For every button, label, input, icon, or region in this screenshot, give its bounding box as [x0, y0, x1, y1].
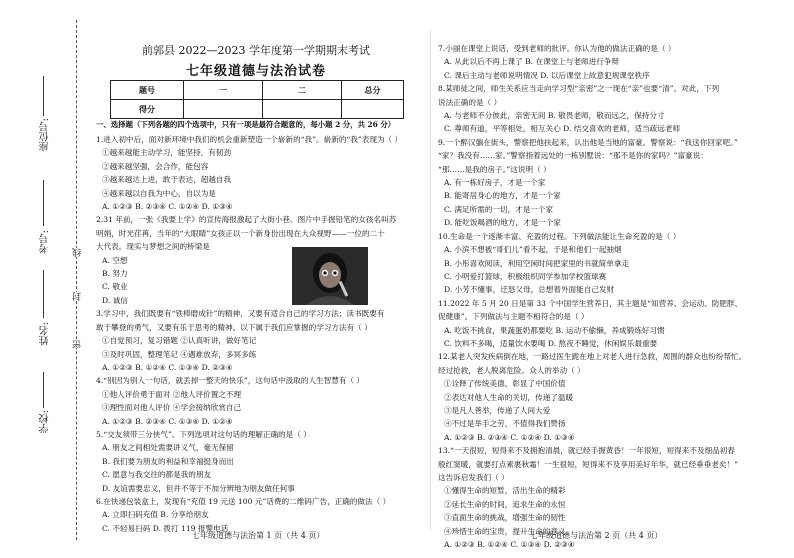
question-line: B. 能寄居身心的地方，才是一个家	[444, 191, 561, 201]
question-line: B. 小彤喜欢阅读，利用空闲时间把家里的书就简单拿走	[444, 258, 630, 268]
question-line: A. 小滨不想被“哥们儿”看不起，于是和他们一起抽烟	[444, 245, 622, 255]
question-line: D. 小芳不懂事，迁怒父母，总想着外面能自己发财	[444, 285, 615, 295]
seal-char-1: 密	[73, 340, 83, 349]
question-line: 这告诉启发我们（ ）	[438, 473, 509, 482]
question-line: 说法正确的是（ ）	[438, 97, 502, 107]
question-line: C. 满足所需的一切，才是一个家	[444, 204, 554, 214]
score-cell[interactable]	[184, 100, 263, 119]
question-line: 10.生命是一个逐渐丰富、充盈的过程。下列做法能让生命充盈的是（ ）	[438, 231, 681, 241]
question-line: 6.在快递包装盒上，发现有“充值 19 元送 100 元”话费的二维码广告，正确的做法（ ）	[96, 496, 391, 506]
question-line: 大代表。现实与梦想之间的桥梁是	[96, 242, 210, 252]
question-line: D. 能吃饭喝酒的地方，才是一个家	[444, 218, 561, 228]
question-line: ②表达对他人生命的关切，传递了温暖	[444, 392, 574, 402]
question-line: “家？我没有……家。”警察指着远处的一栋别墅说：“那不是你的家吗？”富豪说：	[438, 151, 708, 161]
school-blank	[43, 372, 44, 408]
question-line: A. ①②③ B. ①②④ C. ①③④ D. ②③④	[444, 540, 575, 550]
question-line: 促健康”。下列做法与主题不相符合的是（ ）	[438, 312, 589, 322]
question-line: ①他人评价勇于面对 ②他人评价置之不理	[102, 389, 242, 399]
seat-no-label: 座位号:	[40, 118, 51, 152]
score-cell[interactable]	[263, 100, 342, 119]
question-line: B. 努力	[102, 269, 128, 279]
question-line: B. 我们要为朋友的利益和幸福挺身而出	[102, 456, 234, 466]
question-line: ④珍惜生命的宝贵，提升生命的意义	[444, 526, 566, 536]
left-questions	[96, 133, 420, 535]
question-line: D. 友谊需要忠义，但并不等于不加分辨地为朋友做任何事	[102, 483, 295, 493]
question-line: 经过抢救，老人脱离危险。众人的举动（ ）	[438, 365, 585, 375]
score-header-cell: 一	[184, 81, 263, 100]
right-questions	[438, 42, 788, 551]
question-line: ①诠释了传统美德，彰显了中国价值	[444, 379, 566, 389]
question-line: A. ①②③ B. ②③④ C. ①③④ D. ①②④	[102, 416, 233, 426]
left-page	[92, 0, 420, 558]
question-line: 敢于攀登的勇气，又要有乐于思考的精神。以下属于我们应掌握的学习方法有（ ）	[96, 322, 372, 332]
exam-no-blank	[43, 180, 44, 226]
question-line: 8.某师徒之间，师生关系应当走向学习型“亲密”之一现在“亲”也要“清”。对此，下列	[438, 84, 720, 94]
question-line: C. 课后主动与老师说明情况 D. 以后课堂上故意犯规课堂秩序	[444, 70, 650, 80]
question-line: C. 尊师有道，平等相处，相互关心 D. 结交喜欢的老师，适当疏远老师	[444, 124, 681, 134]
seal-char-3: 线	[73, 248, 83, 257]
question-line: 2.31 年前，一张《我要上学》的宣传海报激起了大街小巷。图片中手握铅笔的女孩名叫苏	[96, 215, 397, 225]
page-footer-left: 七年级道德与法治第 1 页（共 4 页）	[192, 531, 325, 540]
section-one-heading: 一、选择题（下列各题的四个选项中，只有一项是最符合题意的，每小题 2 分，共 26 分）	[96, 120, 396, 129]
score-header-cell: 总分	[342, 81, 404, 100]
right-page	[438, 0, 790, 558]
score-table	[110, 80, 404, 119]
question-line: ④越来越以自我为中心，自以为是	[102, 188, 216, 198]
question-line: A. ①②③ B. ②③④ C. ①②④ D. ①③④	[102, 202, 233, 212]
question-line: A. 吃饭不挑食，果蔬蛋奶都要吃 B. 运动不偷懒，养成锻炼好习惯	[444, 325, 665, 335]
score-header-cell: 题号	[111, 81, 184, 100]
question-line: D. 诚信	[102, 295, 128, 305]
exam-title: 前郭县 2022—2023 学年度第一学期期末考试	[142, 44, 370, 57]
question-line: 1.进入初中后，面对新环境中我们的机会重新塑造一个崭新的“我”。崭新的“我”表现为（ ）	[96, 135, 403, 144]
name-blank	[43, 270, 44, 318]
score-row-label: 得分	[111, 100, 184, 119]
question-line: C. 小明爱打篮球，积极组织同学参加学校篮球赛	[444, 271, 607, 281]
question-line: C. 不轻易扫码 D. 拨打 119 报警电话	[102, 523, 229, 533]
question-line: 明娟，时光荏苒，当年的“大眼睛”女孩正以一个新身份出现在大众视野——一位的二十	[96, 228, 385, 238]
question-line: ①越来越能主动学习，能坚持，有韧劲	[102, 148, 232, 158]
question-line: 4.“别因为别人一句话，就丢掉一整天的快乐”，这句话中汲取的人生智慧有（ ）	[96, 376, 365, 386]
question-line: A. 与老师不分彼此，亲密无间 B. 敬畏老师，敬而远之，保持分寸	[444, 111, 665, 121]
score-cell[interactable]	[342, 100, 404, 119]
question-line: ③越来越达上进，敢于表达，超越自我	[102, 175, 232, 185]
score-header-cell: 二	[263, 81, 342, 100]
question-line: A. ①②③ B. ②③④ C. ①②④ D. ①③④	[444, 432, 575, 442]
question-line: 5.“交友须带三分侠气”。下列选项对这句话的理解正确的是（ ）	[96, 429, 311, 439]
question-line: 13.“一天很短，短得来不及拥抱清晨，就已经手握黄昏！一年很短，短得来不及细品初春	[438, 446, 735, 456]
name-label: 姓名:	[40, 322, 51, 346]
poster-photo	[292, 247, 368, 305]
question-line: ①懂得生命的短暂，活出生命的精彩	[444, 486, 566, 496]
question-line: 殷红窦暖，就要打点素裹秋霜！一生很短，短得来不及享用美好年华，就已经垂垂老矣！”	[438, 459, 739, 469]
question-line: 3.学习中，我们既要有“铁棒磨成针”的精神，又要有适合自己的学习方法；读书既要有	[96, 309, 385, 319]
question-line: 9.一个醉汉躺在街头，警察把他扶起来，认出他是当地的富豪。警察说：“我送你回家吧。”	[438, 137, 738, 147]
question-line: C. 愿意与我交往的都是我的朋友	[102, 470, 212, 480]
score-table-header-row	[111, 81, 404, 100]
question-line: A. 有一栋好房子，才是一个家	[444, 178, 546, 188]
question-line: A. ①②③ B. ①②④ C. ①③④ D. ②③④	[102, 362, 233, 372]
seal-char-2: 封	[73, 292, 83, 301]
question-line: ③是凡人善举，传递了人间大爱	[444, 405, 551, 415]
question-line: A. 立即扫码充值 B. 分享给朋友	[102, 510, 209, 520]
question-line: A. 从此以后不再上课了 B. 在课堂上与老师进行争辩	[444, 57, 620, 67]
question-line: ③及时巩固，整理笔记 ④遇难放弃，多冥多练	[102, 349, 257, 359]
seal-line	[76, 20, 77, 540]
page-divider	[430, 30, 431, 530]
page-footer-right: 七年级道德与法治第 2 页（共 4 页）	[530, 531, 663, 540]
girl-portrait-icon	[292, 247, 368, 305]
question-line: ②越来越坚强，会合作，能包容	[102, 161, 209, 171]
question-line: C. 饮料不多喝，适量饮水要喝 D. 熬夜不睡觉，休闲娱乐最重要	[444, 338, 658, 348]
exam-subtitle: 七年级道德与法治试卷	[185, 64, 326, 79]
seat-no-blank	[43, 76, 44, 116]
school-label: 学校:	[40, 410, 51, 434]
question-line: ③理性面对他人评价 ④学会接纳欣赏自己	[102, 403, 242, 413]
question-line: ②延长生命的时间，追求生命的永恒	[444, 499, 566, 509]
question-line: A. 朋友之间相处需要讲义气，毫无保留	[102, 443, 234, 453]
question-line: A. 空想	[102, 255, 128, 265]
question-line: C. 敬业	[102, 282, 128, 292]
question-line: 12.某老人突发疾病倒在地，一路过医生跪在地上对老人进行急救，周围的群众也纷纷帮忙。	[438, 352, 747, 362]
question-line: ④不过是举手之劳，不值得我们赞扬	[444, 419, 566, 429]
exam-no-label: 考号:	[40, 230, 51, 254]
binding-margin	[0, 0, 86, 558]
question-line: 11.2022 年 5 月 20 日是第 33 个中国学生营养日，其主题是“知营养、会运动、防肥胖、	[438, 298, 743, 308]
question-line: ①自觉预习，复习错题 ②认真听讲，做好笔记	[102, 336, 257, 346]
question-line: “那……是我的房子。”这说明（ ）	[438, 164, 551, 174]
question-line: 7.小丽在课堂上说话，受到老师的批评。你认为他的做法正确的是（ ）	[438, 44, 676, 53]
score-table-row	[111, 100, 404, 119]
question-line: ③直面生命的挑战，增强生命的韧性	[444, 513, 566, 523]
